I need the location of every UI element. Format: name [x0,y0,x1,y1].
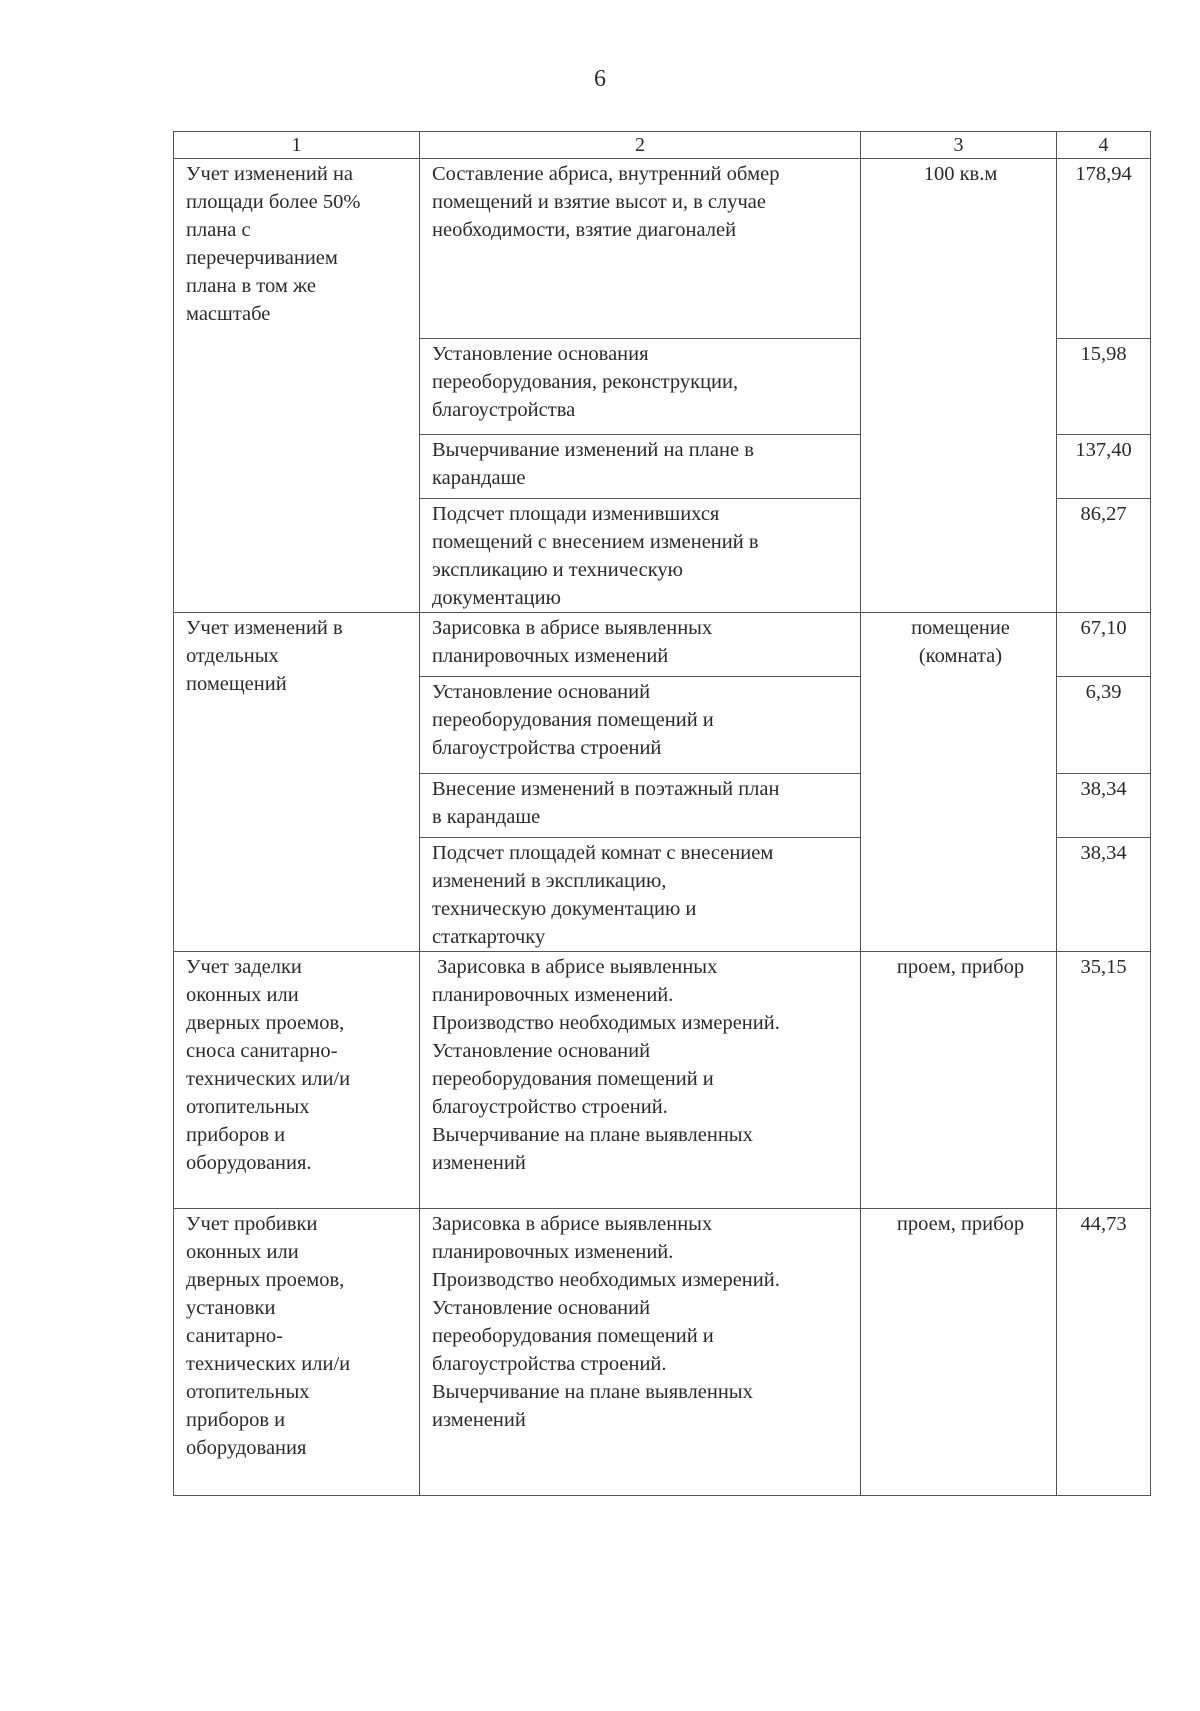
operation-cell [420,952,861,1209]
operation-line: помещений с внесением изменений в [432,531,759,553]
work-type-line: Учет заделки [186,956,302,978]
work-type-cell [174,1209,420,1496]
operation-line: планировочных изменений. [432,984,674,1006]
header-row [174,132,1151,159]
value-cell: 6,39 [1057,677,1151,774]
operation-line: Подсчет площади изменившихся [432,503,720,525]
operation-cell [420,774,861,838]
operation-line: документацию [432,587,561,609]
work-type-line: перечерчиванием [186,247,338,269]
work-type-line: санитарно- [186,1325,283,1347]
unit-cell [861,1209,1057,1496]
unit-cell [861,952,1057,1209]
operation-line: благоустройства строений. [432,1353,667,1375]
value-cell: 35,15 [1057,952,1151,1209]
operation-line: Вычерчивание на плане выявленных [432,1381,753,1403]
operation-line: переоборудования помещений и [432,1325,714,1347]
rates-table [173,131,1151,1496]
operation-cell [420,499,861,613]
work-type-line: оборудования. [186,1152,312,1174]
operation-cell [420,159,861,339]
work-type-line: отдельных [186,645,279,667]
operation-line: благоустройства строений [432,737,662,759]
work-type-line: оконных или [186,984,299,1006]
header-cell: 4 [1057,132,1151,159]
operation-line: необходимости, взятие диагоналей [432,219,737,241]
work-type-line: оконных или [186,1241,299,1263]
work-type-cell [174,952,420,1209]
work-type-line: дверных проемов, [186,1012,345,1034]
work-type-line: приборов и [186,1409,286,1431]
operation-line: благоустройство строений. [432,1096,668,1118]
work-type-line: технических или/и [186,1353,351,1375]
work-type-line: оборудования [186,1437,307,1459]
table-row [174,1209,1151,1496]
operation-line: Установление основания [432,343,649,365]
work-type-line: масштабе [186,303,271,325]
work-type-line: технических или/и [186,1068,351,1090]
page-number: 6 [594,66,606,92]
header-cell: 3 [861,132,1057,159]
table-row [174,613,1151,677]
operation-line: Зарисовка в абрисе выявленных [432,617,713,639]
work-type-cell [174,613,420,952]
value-cell: 44,73 [1057,1209,1151,1496]
operation-line: переоборудования, реконструкции, [432,371,739,393]
operation-cell [420,838,861,952]
value-cell: 137,40 [1057,435,1151,499]
operation-line: Установление оснований [432,1040,651,1062]
unit-line: проем, прибор [896,1213,1025,1235]
operation-line: планировочных изменений [432,645,669,667]
work-type-line: плана в том же [186,275,316,297]
operation-line: экспликацию и техническую [432,559,683,581]
operation-line: Составление абриса, внутренний обмер [432,163,780,185]
work-type-line: отопительных [186,1096,310,1118]
unit-line: проем, прибор [896,956,1025,978]
operation-line: помещений и взятие высот и, в случае [432,191,767,213]
work-type-line: Учет изменений в [186,617,343,639]
unit-cell [861,159,1057,613]
operation-line: Зарисовка в абрисе выявленных [432,956,718,978]
operation-line: изменений [432,1152,526,1174]
table-row [174,159,1151,339]
operation-line: статкарточку [432,926,546,948]
operation-line: Вычерчивание изменений на плане в [432,439,754,461]
work-type-line: сноса санитарно- [186,1040,338,1062]
unit-line: (комната) [918,645,1003,667]
operation-cell [420,339,861,435]
operation-line: благоустройства [432,399,576,421]
work-type-line: отопительных [186,1381,310,1403]
operation-line: изменений в экспликацию, [432,870,667,892]
work-type-line: помещений [186,673,287,695]
unit-line: 100 кв.м [923,163,998,185]
operation-line: Производство необходимых измерений. [432,1012,780,1034]
header-cell: 1 [174,132,420,159]
work-type-line: плана с [186,219,251,241]
operation-line: Зарисовка в абрисе выявленных [432,1213,713,1235]
operation-line: Установление оснований [432,1297,651,1319]
unit-line: помещение [911,617,1010,639]
operation-line: Установление оснований [432,681,651,703]
operation-cell [420,677,861,774]
operation-line: переоборудования помещений и [432,709,714,731]
operation-line: переоборудования помещений и [432,1068,714,1090]
work-type-line: Учет изменений на [186,163,354,185]
operation-line: карандаше [432,467,526,489]
value-cell: 15,98 [1057,339,1151,435]
work-type-cell [174,159,420,613]
table-row [174,952,1151,1209]
value-cell: 38,34 [1057,774,1151,838]
work-type-line: Учет пробивки [186,1213,318,1235]
operation-line: изменений [432,1409,526,1431]
operation-line: планировочных изменений. [432,1241,674,1263]
operation-line: техническую документацию и [432,898,697,920]
operation-cell [420,435,861,499]
value-cell: 86,27 [1057,499,1151,613]
value-cell: 67,10 [1057,613,1151,677]
work-type-line: площади более 50% [186,191,361,213]
operation-cell [420,1209,861,1496]
operation-line: Внесение изменений в поэтажный план [432,778,780,800]
value-cell: 38,34 [1057,838,1151,952]
operation-cell [420,613,861,677]
work-type-line: установки [186,1297,276,1319]
value-cell: 178,94 [1057,159,1151,339]
header-cell: 2 [420,132,861,159]
operation-line: Вычерчивание на плане выявленных [432,1124,753,1146]
operation-line: в карандаше [432,806,541,828]
unit-cell [861,613,1057,952]
work-type-line: дверных проемов, [186,1269,345,1291]
operation-line: Производство необходимых измерений. [432,1269,780,1291]
operation-line: Подсчет площадей комнат с внесением [432,842,774,864]
work-type-line: приборов и [186,1124,286,1146]
